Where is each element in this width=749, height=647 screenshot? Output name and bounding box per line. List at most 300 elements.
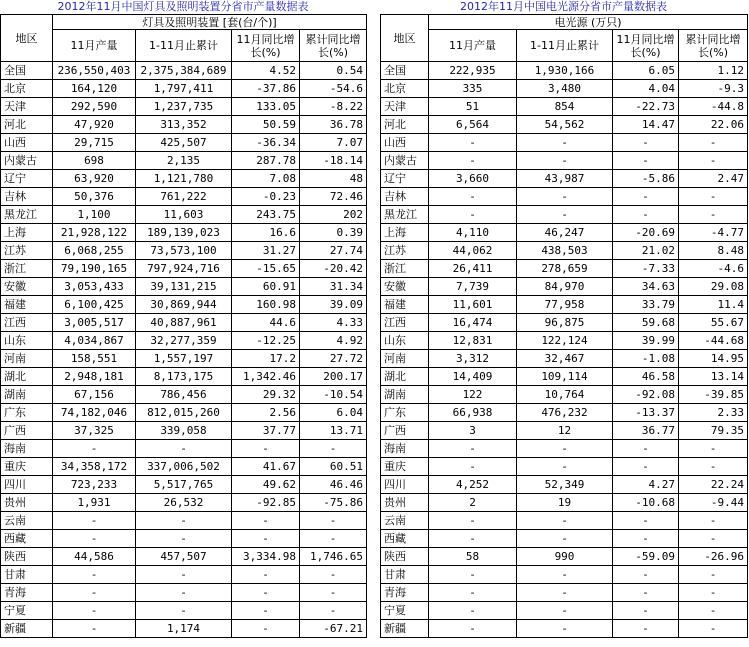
region-cell: 海南 — [381, 440, 429, 458]
table-row — [1, 440, 367, 458]
month-yoy-cell: - — [232, 440, 300, 458]
cumulative-yoy-cell: 27.74 — [300, 242, 367, 260]
month-yoy-cell: 287.78 — [232, 152, 300, 170]
month-output-cell: - — [53, 566, 136, 584]
month-output-cell: 4,252 — [429, 476, 517, 494]
region-header: 地区 — [1, 15, 53, 62]
table-row — [1, 530, 367, 548]
month-output-cell: 3,660 — [429, 170, 517, 188]
month-output-cell: - — [429, 188, 517, 206]
cumulative-yoy-cell: - — [679, 512, 748, 530]
month-yoy-cell: -7.33 — [613, 260, 679, 278]
lamps-group-header: 灯具及照明装置 [套(台/个)] — [53, 15, 367, 30]
month-yoy-cell: 60.91 — [232, 278, 300, 296]
region-cell: 天津 — [1, 98, 53, 116]
table-row — [1, 602, 367, 620]
month-yoy-cell: 36.77 — [613, 422, 679, 440]
cumulative-cell: 1,237,735 — [136, 98, 232, 116]
cumulative-yoy-cell: - — [679, 458, 748, 476]
cumulative-cell: 46,247 — [517, 224, 613, 242]
table-row — [1, 332, 367, 350]
cumulative-yoy-cell: 55.67 — [679, 314, 748, 332]
region-cell: 西藏 — [381, 530, 429, 548]
month-yoy-cell: 7.08 — [232, 170, 300, 188]
region-cell: 辽宁 — [1, 170, 53, 188]
month-yoy-cell: 6.05 — [613, 62, 679, 80]
month-output-cell: 122 — [429, 386, 517, 404]
month-output-cell: 3,005,517 — [53, 314, 136, 332]
table-row — [381, 242, 748, 260]
month-yoy-cell: - — [613, 458, 679, 476]
region-cell: 宁夏 — [381, 602, 429, 620]
region-cell: 湖南 — [1, 386, 53, 404]
cumulative-yoy-cell: -67.21 — [300, 620, 367, 638]
month-output-cell: 6,564 — [429, 116, 517, 134]
region-cell: 福建 — [1, 296, 53, 314]
month-yoy-cell: -37.86 — [232, 80, 300, 98]
cumulative-yoy-cell: 11.4 — [679, 296, 748, 314]
region-cell: 北京 — [1, 80, 53, 98]
month-yoy-cell: - — [613, 512, 679, 530]
month-output-cell: 79,190,165 — [53, 260, 136, 278]
lamps-table-body — [1, 62, 367, 638]
table-row — [381, 260, 748, 278]
month-yoy-cell: - — [613, 134, 679, 152]
cumulative-yoy-cell: - — [300, 602, 367, 620]
cumulative-cell: - — [517, 530, 613, 548]
table-row — [381, 296, 748, 314]
cumulative-yoy-cell: 27.72 — [300, 350, 367, 368]
table-row — [1, 386, 367, 404]
month-output-cell: - — [53, 602, 136, 620]
table-row — [381, 98, 748, 116]
cumulative-yoy-cell: -44.68 — [679, 332, 748, 350]
cumulative-yoy-cell: - — [300, 530, 367, 548]
month-output-cell: 2,948,181 — [53, 368, 136, 386]
cumulative-cell: - — [517, 602, 613, 620]
table-row — [1, 278, 367, 296]
region-cell: 辽宁 — [381, 170, 429, 188]
cumulative-yoy-cell: 0.39 — [300, 224, 367, 242]
cumulative-cell: 84,970 — [517, 278, 613, 296]
cumulative-cell: 3,480 — [517, 80, 613, 98]
cumulative-cell: 12 — [517, 422, 613, 440]
table-row — [1, 566, 367, 584]
month-output-cell: 4,034,867 — [53, 332, 136, 350]
table-row — [1, 350, 367, 368]
month-output-cell: 66,938 — [429, 404, 517, 422]
table-row — [381, 350, 748, 368]
table-row — [1, 188, 367, 206]
month-yoy-cell: -10.68 — [613, 494, 679, 512]
region-cell: 山西 — [1, 134, 53, 152]
table-row — [381, 368, 748, 386]
cumulative-cell: - — [517, 152, 613, 170]
month-output-cell: - — [429, 584, 517, 602]
cumulative-yoy-cell: 13.71 — [300, 422, 367, 440]
region-cell: 贵州 — [1, 494, 53, 512]
month-output-cell: 3,053,433 — [53, 278, 136, 296]
cumulative-cell: 5,517,765 — [136, 476, 232, 494]
cumulative-cell: 26,532 — [136, 494, 232, 512]
month-output-cell: 67,156 — [53, 386, 136, 404]
region-cell: 甘肃 — [1, 566, 53, 584]
region-cell: 湖北 — [381, 368, 429, 386]
region-cell: 广西 — [1, 422, 53, 440]
month-yoy-cell: - — [613, 620, 679, 638]
month-output-cell: - — [53, 620, 136, 638]
month-yoy-cell: - — [232, 620, 300, 638]
table-row — [1, 116, 367, 134]
region-cell: 重庆 — [1, 458, 53, 476]
cumulative-yoy-cell: - — [300, 512, 367, 530]
table-row — [1, 152, 367, 170]
month-yoy-cell: 160.98 — [232, 296, 300, 314]
month-yoy-cell: 4.52 — [232, 62, 300, 80]
cumulative-cell: - — [517, 188, 613, 206]
month-output-cell: 6,068,255 — [53, 242, 136, 260]
month-output-cell: 16,474 — [429, 314, 517, 332]
month-yoy-cell: - — [613, 188, 679, 206]
cumulative-yoy-cell: 46.46 — [300, 476, 367, 494]
cumulative-yoy-cell: 36.78 — [300, 116, 367, 134]
cumulative-cell: - — [517, 458, 613, 476]
cumulative-cell: 8,173,175 — [136, 368, 232, 386]
month-output-cell: 292,590 — [53, 98, 136, 116]
region-cell: 河北 — [1, 116, 53, 134]
region-cell: 宁夏 — [1, 602, 53, 620]
cumulative-yoy-cell: 60.51 — [300, 458, 367, 476]
cumulative-cell: - — [136, 602, 232, 620]
month-yoy-cell: 17.2 — [232, 350, 300, 368]
month-output-cell: - — [53, 512, 136, 530]
month-output-cell: - — [429, 602, 517, 620]
cumulative-yoy-cell: - — [679, 134, 748, 152]
cumulative-yoy-cell: -10.54 — [300, 386, 367, 404]
col-header-month-yoy: 11月同比增长(%) — [232, 30, 300, 62]
cumulative-yoy-cell: 1,746.65 — [300, 548, 367, 566]
cumulative-cell: - — [136, 512, 232, 530]
month-yoy-cell: 29.32 — [232, 386, 300, 404]
region-cell: 湖南 — [381, 386, 429, 404]
cumulative-yoy-cell: 22.24 — [679, 476, 748, 494]
cumulative-yoy-cell: - — [679, 188, 748, 206]
cumulative-yoy-cell: 13.14 — [679, 368, 748, 386]
month-yoy-cell: 31.27 — [232, 242, 300, 260]
region-cell: 海南 — [1, 440, 53, 458]
month-yoy-cell: -15.65 — [232, 260, 300, 278]
cumulative-cell: 761,222 — [136, 188, 232, 206]
month-yoy-cell: - — [613, 584, 679, 602]
month-yoy-cell: - — [613, 530, 679, 548]
cumulative-cell: - — [517, 512, 613, 530]
month-output-cell: - — [429, 530, 517, 548]
month-yoy-cell: 243.75 — [232, 206, 300, 224]
region-cell: 江西 — [381, 314, 429, 332]
cumulative-yoy-cell: 22.06 — [679, 116, 748, 134]
region-cell: 江苏 — [381, 242, 429, 260]
table-row — [381, 134, 748, 152]
table-row — [1, 98, 367, 116]
table-row — [381, 584, 748, 602]
cumulative-yoy-cell: - — [679, 530, 748, 548]
cumulative-cell: 278,659 — [517, 260, 613, 278]
table-row — [1, 242, 367, 260]
month-yoy-cell: -5.86 — [613, 170, 679, 188]
region-cell: 天津 — [381, 98, 429, 116]
month-output-cell: - — [429, 206, 517, 224]
table-row — [381, 530, 748, 548]
region-cell: 甘肃 — [381, 566, 429, 584]
cumulative-yoy-cell: 2.47 — [679, 170, 748, 188]
month-output-cell: 26,411 — [429, 260, 517, 278]
month-yoy-cell: -20.69 — [613, 224, 679, 242]
month-output-cell: - — [429, 512, 517, 530]
month-yoy-cell: 39.99 — [613, 332, 679, 350]
table-row — [381, 494, 748, 512]
month-yoy-cell: - — [613, 440, 679, 458]
month-yoy-cell: 14.47 — [613, 116, 679, 134]
cumulative-cell: - — [517, 206, 613, 224]
light-source-table — [380, 14, 748, 638]
cumulative-yoy-cell: - — [300, 584, 367, 602]
cumulative-cell: - — [136, 566, 232, 584]
cumulative-yoy-cell: - — [679, 152, 748, 170]
region-cell: 陕西 — [381, 548, 429, 566]
light-source-table-title: 2012年11月中国电光源分省市产量数据表 — [460, 0, 667, 13]
cumulative-yoy-cell: -9.3 — [679, 80, 748, 98]
region-cell: 安徽 — [381, 278, 429, 296]
col-header-month-output: 11月产量 — [53, 30, 136, 62]
month-yoy-cell: -92.08 — [613, 386, 679, 404]
region-cell: 广东 — [381, 404, 429, 422]
month-yoy-cell: 33.79 — [613, 296, 679, 314]
region-cell: 河南 — [381, 350, 429, 368]
month-yoy-cell: 4.27 — [613, 476, 679, 494]
month-yoy-cell: -22.73 — [613, 98, 679, 116]
table-row — [381, 548, 748, 566]
cumulative-yoy-cell: 4.33 — [300, 314, 367, 332]
month-yoy-cell: 34.63 — [613, 278, 679, 296]
cumulative-yoy-cell: - — [679, 206, 748, 224]
col-header-cumulative: 1-11月止累计 — [517, 30, 613, 62]
month-output-cell: 2 — [429, 494, 517, 512]
region-cell: 贵州 — [381, 494, 429, 512]
month-output-cell: - — [53, 440, 136, 458]
cumulative-cell: 812,015,260 — [136, 404, 232, 422]
cumulative-cell: 1,930,166 — [517, 62, 613, 80]
table-row — [381, 224, 748, 242]
cumulative-cell: 1,557,197 — [136, 350, 232, 368]
cumulative-yoy-cell: 72.46 — [300, 188, 367, 206]
cumulative-cell: 339,058 — [136, 422, 232, 440]
table-row — [381, 188, 748, 206]
cumulative-yoy-cell: 14.95 — [679, 350, 748, 368]
cumulative-yoy-cell: 48 — [300, 170, 367, 188]
cumulative-yoy-cell: -39.85 — [679, 386, 748, 404]
table-row — [1, 224, 367, 242]
region-cell: 河南 — [1, 350, 53, 368]
table-row — [381, 116, 748, 134]
month-output-cell: 7,739 — [429, 278, 517, 296]
cumulative-yoy-cell: 39.09 — [300, 296, 367, 314]
cumulative-cell: 39,131,215 — [136, 278, 232, 296]
month-yoy-cell: - — [232, 530, 300, 548]
region-header: 地区 — [381, 15, 429, 62]
cumulative-cell: 10,764 — [517, 386, 613, 404]
cumulative-yoy-cell: 7.07 — [300, 134, 367, 152]
cumulative-cell: 2,135 — [136, 152, 232, 170]
table-row — [381, 80, 748, 98]
cumulative-cell: 54,562 — [517, 116, 613, 134]
month-yoy-cell: 46.58 — [613, 368, 679, 386]
cumulative-cell: - — [517, 134, 613, 152]
cumulative-cell: - — [136, 530, 232, 548]
light-source-table-body — [381, 62, 748, 638]
month-output-cell: 1,100 — [53, 206, 136, 224]
cumulative-yoy-cell: - — [679, 602, 748, 620]
region-cell: 广东 — [1, 404, 53, 422]
region-cell: 全国 — [381, 62, 429, 80]
region-cell: 浙江 — [1, 260, 53, 278]
month-yoy-cell: 49.62 — [232, 476, 300, 494]
month-output-cell: 11,601 — [429, 296, 517, 314]
cumulative-cell: 43,987 — [517, 170, 613, 188]
region-cell: 安徽 — [1, 278, 53, 296]
cumulative-yoy-cell: -8.22 — [300, 98, 367, 116]
cumulative-yoy-cell: -9.44 — [679, 494, 748, 512]
month-yoy-cell: -12.25 — [232, 332, 300, 350]
cumulative-cell: 122,124 — [517, 332, 613, 350]
region-cell: 浙江 — [381, 260, 429, 278]
table-row — [381, 422, 748, 440]
cumulative-cell: 1,797,411 — [136, 80, 232, 98]
month-yoy-cell: -0.23 — [232, 188, 300, 206]
cumulative-cell: 854 — [517, 98, 613, 116]
region-cell: 青海 — [381, 584, 429, 602]
cumulative-yoy-cell: - — [300, 440, 367, 458]
table-row — [381, 314, 748, 332]
month-yoy-cell: - — [613, 206, 679, 224]
cumulative-cell: - — [517, 620, 613, 638]
month-output-cell: 158,551 — [53, 350, 136, 368]
month-output-cell: 58 — [429, 548, 517, 566]
cumulative-yoy-cell: 202 — [300, 206, 367, 224]
table-row — [1, 584, 367, 602]
table-row — [381, 332, 748, 350]
col-header-cumulative-yoy: 累计同比增长(%) — [679, 30, 748, 62]
region-cell: 内蒙古 — [1, 152, 53, 170]
table-row — [381, 458, 748, 476]
month-output-cell: 50,376 — [53, 188, 136, 206]
cumulative-yoy-cell: 2.33 — [679, 404, 748, 422]
cumulative-cell: 476,232 — [517, 404, 613, 422]
table-row — [381, 440, 748, 458]
region-cell: 新疆 — [381, 620, 429, 638]
cumulative-yoy-cell: -4.77 — [679, 224, 748, 242]
month-output-cell: 723,233 — [53, 476, 136, 494]
month-yoy-cell: - — [232, 566, 300, 584]
cumulative-yoy-cell: 8.48 — [679, 242, 748, 260]
cumulative-yoy-cell: -20.42 — [300, 260, 367, 278]
month-output-cell: 12,831 — [429, 332, 517, 350]
cumulative-cell: 109,114 — [517, 368, 613, 386]
month-output-cell: 1,931 — [53, 494, 136, 512]
region-cell: 山西 — [381, 134, 429, 152]
month-output-cell: 63,920 — [53, 170, 136, 188]
region-cell: 全国 — [1, 62, 53, 80]
region-cell: 四川 — [381, 476, 429, 494]
month-yoy-cell: 1,342.46 — [232, 368, 300, 386]
col-header-cumulative: 1-11月止累计 — [136, 30, 232, 62]
month-output-cell: 44,586 — [53, 548, 136, 566]
month-yoy-cell: 50.59 — [232, 116, 300, 134]
region-cell: 陕西 — [1, 548, 53, 566]
month-output-cell: 21,928,122 — [53, 224, 136, 242]
table-row — [1, 458, 367, 476]
region-cell: 内蒙古 — [381, 152, 429, 170]
month-output-cell: 37,325 — [53, 422, 136, 440]
col-header-month-output: 11月产量 — [429, 30, 517, 62]
cumulative-cell: - — [136, 584, 232, 602]
table-row — [1, 314, 367, 332]
region-cell: 重庆 — [381, 458, 429, 476]
month-yoy-cell: 41.67 — [232, 458, 300, 476]
col-header-cumulative-yoy: 累计同比增长(%) — [300, 30, 367, 62]
cumulative-yoy-cell: 200.17 — [300, 368, 367, 386]
cumulative-cell: 32,277,359 — [136, 332, 232, 350]
cumulative-yoy-cell: 0.54 — [300, 62, 367, 80]
region-cell: 西藏 — [1, 530, 53, 548]
table-row — [1, 260, 367, 278]
table-row — [1, 548, 367, 566]
lamps-panel — [0, 0, 366, 638]
table-row — [381, 386, 748, 404]
cumulative-yoy-cell: -18.14 — [300, 152, 367, 170]
table-row — [1, 206, 367, 224]
month-yoy-cell: - — [232, 584, 300, 602]
table-row — [381, 206, 748, 224]
cumulative-cell: 40,887,961 — [136, 314, 232, 332]
cumulative-yoy-cell: -44.8 — [679, 98, 748, 116]
month-yoy-cell: 16.6 — [232, 224, 300, 242]
month-output-cell: - — [429, 620, 517, 638]
table-row — [381, 404, 748, 422]
cumulative-cell: 438,503 — [517, 242, 613, 260]
table-row — [1, 494, 367, 512]
month-yoy-cell: 133.05 — [232, 98, 300, 116]
table-row — [381, 152, 748, 170]
cumulative-cell: 337,006,502 — [136, 458, 232, 476]
month-output-cell: 4,110 — [429, 224, 517, 242]
cumulative-cell: 2,375,384,689 — [136, 62, 232, 80]
table-row — [1, 404, 367, 422]
region-cell: 广西 — [381, 422, 429, 440]
cumulative-cell: - — [517, 440, 613, 458]
table-row — [1, 476, 367, 494]
region-cell: 云南 — [1, 512, 53, 530]
month-output-cell: 44,062 — [429, 242, 517, 260]
region-cell: 云南 — [381, 512, 429, 530]
month-yoy-cell: 59.68 — [613, 314, 679, 332]
month-output-cell: 6,100,425 — [53, 296, 136, 314]
month-output-cell: 164,120 — [53, 80, 136, 98]
month-output-cell: 3 — [429, 422, 517, 440]
cumulative-cell: 11,603 — [136, 206, 232, 224]
cumulative-cell: 189,139,023 — [136, 224, 232, 242]
region-cell: 吉林 — [1, 188, 53, 206]
cumulative-cell: 96,875 — [517, 314, 613, 332]
